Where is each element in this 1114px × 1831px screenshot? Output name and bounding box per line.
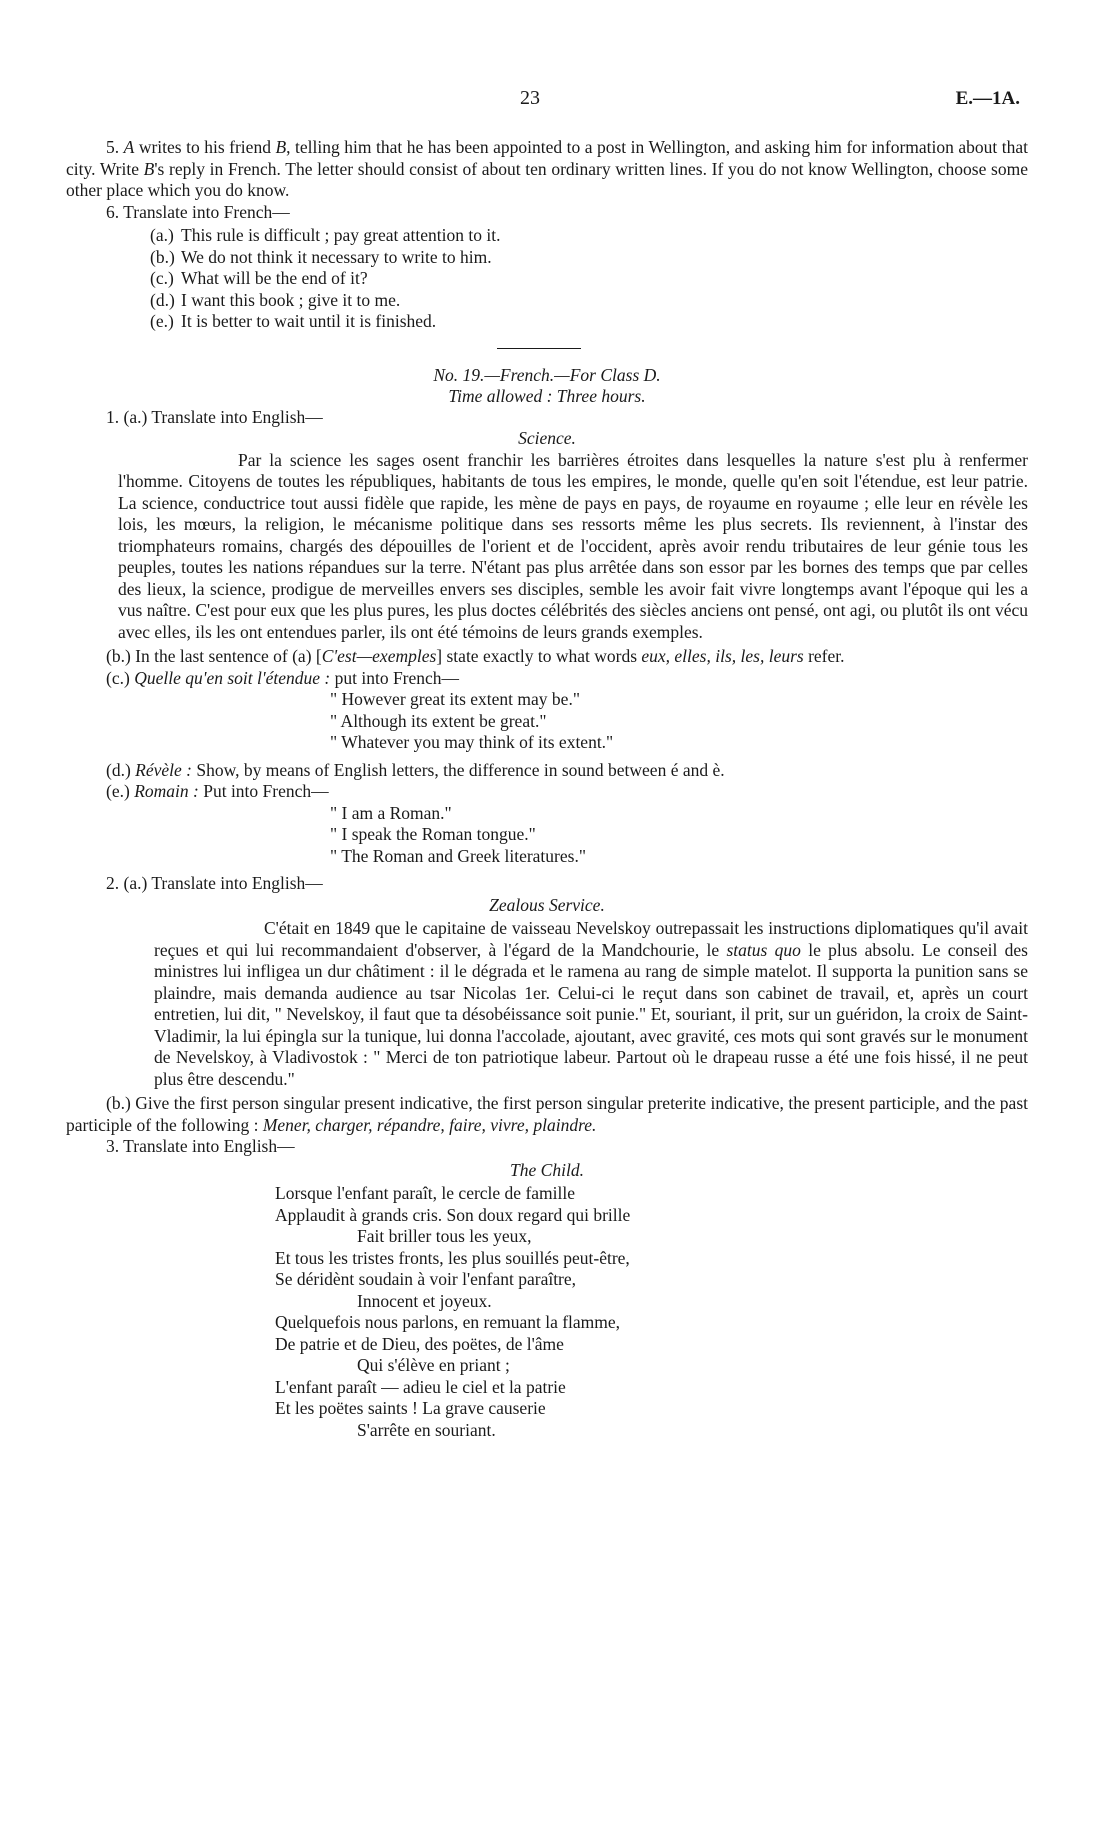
child-heading: The Child. [510, 1159, 584, 1180]
list-item: (c.) What will be the end of it? [150, 268, 368, 288]
list-item: (b.) We do not think it necessary to write to him. [150, 246, 492, 267]
poem-line: Et les poëtes saints ! La grave causerie [275, 1398, 546, 1418]
page-header [0, 88, 1114, 112]
poem-line: S'arrête en souriant. [357, 1419, 496, 1440]
poem-line: Se déridènt soudain à voir l'enfant paraître, [275, 1269, 577, 1289]
poem-line: Et tous les tristes fronts, les plus souillés peut-être, [275, 1247, 630, 1268]
child-poem [66, 1183, 1028, 1441]
list-item: (d.) I want this book ; give it to me. [150, 289, 401, 310]
question-1e: (e.) Romain : Put into French— [106, 781, 329, 801]
time-allowed: Time allowed : Three hours. [448, 386, 646, 406]
quote-line: " However great its extent may be." [330, 689, 580, 709]
question-1-intro: 1. (a.) Translate into English— [106, 406, 323, 427]
question-1e-quotes [66, 803, 1028, 868]
list-item: (a.) This rule is difficult ; pay great attention to it. [150, 225, 501, 245]
question-6-list [66, 225, 1028, 333]
poem-line: L'enfant paraît — adieu le ciel et la patrie [275, 1376, 566, 1397]
list-item: (e.) It is better to wait until it is finished. [150, 311, 437, 331]
question-1d: (d.) Révèle : Show, by means of English letters, the difference in sound between é and è. [106, 759, 725, 780]
poem-line: Qui s'élève en priant ; [357, 1355, 510, 1375]
question-3-intro: 3. Translate into English— [106, 1136, 295, 1156]
zealous-heading: Zealous Service. [489, 894, 605, 915]
question-5: 5. A writes to his friend B, telling him that he has been appointed to a post in Wellington, and asking him for information about that city. Write B's reply in French. The letter should consist of about ten ordinary written lines. If you do not know Wellington, choose some other place which you do know. [66, 137, 1029, 200]
question-2b: (b.) Give the first person singular present indicative, the first person singular preterite indicative, the present participle, and the past participle of the following : Mener, charger, répandre, faire, vivre, plaindre. [66, 1093, 1028, 1135]
quote-line: " The Roman and Greek literatures." [330, 845, 586, 866]
quote-line: " I am a Roman." [330, 802, 452, 823]
question-1c: (c.) Quelle qu'en soit l'étendue : put into French— [106, 667, 460, 688]
poem-line: Lorsque l'enfant paraît, le cercle de famille [275, 1183, 576, 1203]
poem-line: Fait briller tous les yeux, [357, 1226, 532, 1246]
science-heading: Science. [518, 428, 576, 448]
question-1c-quotes [66, 689, 1028, 754]
question-1b: (b.) In the last sentence of (a) [C'est—exemples] state exactly to what words eux, elles, ils, les, leurs refer. [106, 646, 845, 666]
document-code: E.—1A. [955, 88, 1020, 109]
question-2-intro: 2. (a.) Translate into English— [106, 873, 323, 893]
poem-line: Applaudit à grands cris. Son doux regard qui brille [275, 1204, 631, 1225]
quote-line: " I speak the Roman tongue." [330, 824, 536, 844]
question-6-intro: 6. Translate into French— [106, 201, 290, 222]
page-number: 23 [520, 87, 540, 109]
zealous-passage: C'était en 1849 que le capitaine de vaisseau Nevelskoy outrepassait les instructions diplomatiques qu'il avait reçues et qui lui recommandaient d'observer, à l'égard de la Mandchourie, le status quo le plus absolu. Le conseil des ministres lui infligea un dur châtiment : il le dégrada et le ramena au rang de simple matelot. Il supporta la punition sans se plaindre, mais demanda audience au tsar Nicolas 1er. Celui-ci le reçut dans son cabinet de travail, et, après un court entretien, lui dit, " Nevelskoy, il faut que ta désobéissance soit punie." Et, souriant, il prit, sur un guéridon, la croix de Saint-Vladimir, la lui épingla sur la tunique, lui donna l'accolade, ajoutant, avec gravité, ces mots qui sont gravés sur le monument de Nevelskoy, à Vladivostok : " Merci de ton patriotique labeur. Partout où le drapeau russe a été une fois hissé, il ne peut plus être descendu." [154, 918, 1028, 1089]
paper-title: No. 19.—French.—For Class D. [433, 364, 661, 385]
section-divider [497, 348, 581, 349]
poem-line: Innocent et joyeux. [357, 1290, 492, 1311]
quote-line: " Whatever you may think of its extent." [330, 732, 614, 752]
poem-line: De patrie et de Dieu, des poëtes, de l'âme [275, 1333, 564, 1354]
poem-line: Quelquefois nous parlons, en remuant la flamme, [275, 1312, 621, 1332]
science-passage: Par la science les sages osent franchir les barrières étroites dans lesquelles la nature s'est plu à renfermer l'homme. Citoyens de toutes les républiques, habitants de tous les empires, le monde, quelle qu'en soit l'étendue, est leur patrie. La science, conductrice tout aussi fidèle que rapide, les mène de pays en pays, de royaume en royaume ; elle leur en révèle les lois, les mœurs, la religion, le mécanisme politique dans ses ressorts même les plus secrets. Ils reviennent, à l'instar des triomphateurs romains, chargés des dépouilles de l'orient et de l'occident, après avoir rendu tributaires de leur génie tous les peuples, toutes les nations répandues sur la terre. N'étant pas plus arrêtée dans son essor par les bornes des temps que par celles des lieux, la science, prodigue de merveilles envers ses disciples, semble les avoir fait vivre longtemps avant l'époque qui les a vus naître. C'est pour eux que les plus pures, les plus doctes célébrités des siècles anciens ont pensé, ont agi, ou plutôt ils ont vécu avec elles, ils les ont entendues parler, ils ont été témoins de leurs grands exemples. [118, 449, 1028, 642]
page-content [66, 137, 1028, 1441]
quote-line: " Although its extent be great." [330, 710, 547, 731]
